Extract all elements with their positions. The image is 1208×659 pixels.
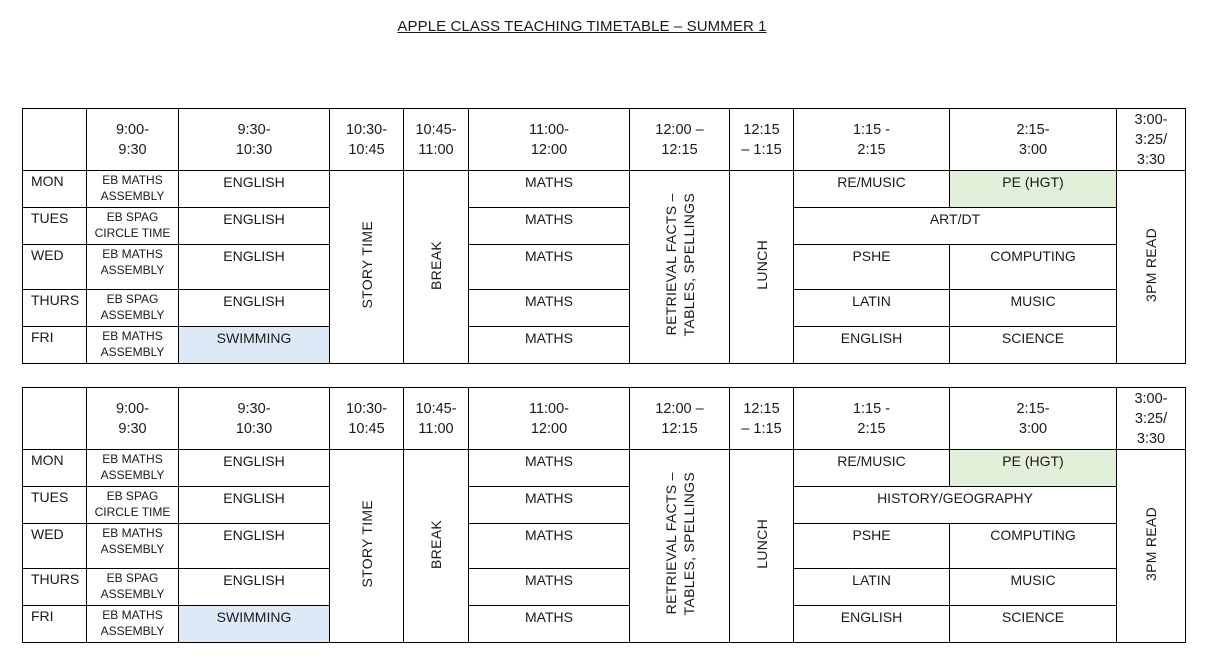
afternoon-session-1: PSHE: [794, 524, 950, 569]
corner-cell: [23, 109, 87, 171]
maths-session: MATHS: [469, 327, 630, 364]
time-slot-9-30: 9:30- 10:30: [179, 109, 330, 171]
afternoon-session-full: HISTORY/GEOGRAPHY: [794, 487, 1117, 524]
lunch-block: LUNCH: [730, 171, 794, 364]
table-row: [23, 450, 1186, 487]
table-row: [23, 487, 1186, 524]
morning-session: SWIMMING: [179, 606, 330, 643]
morning-session: ENGLISH: [179, 245, 330, 290]
time-slot-9-00: 9:00- 9:30: [87, 109, 179, 171]
afternoon-session-1: PSHE: [794, 245, 950, 290]
morning-session: ENGLISH: [179, 450, 330, 487]
header-row: [23, 109, 1186, 171]
morning-session: ENGLISH: [179, 208, 330, 245]
maths-session: MATHS: [469, 208, 630, 245]
corner-cell: [23, 388, 87, 450]
day-label: MON: [23, 450, 87, 487]
time-slot-10-30: 10:30- 10:45: [330, 388, 404, 450]
early-session: EB MATHS ASSEMBLY: [87, 327, 179, 364]
afternoon-session-1: RE/MUSIC: [794, 450, 950, 487]
afternoon-session-full: ART/DT: [794, 208, 1117, 245]
afternoon-session-2: COMPUTING: [950, 524, 1117, 569]
time-slot-9-30: 9:30- 10:30: [179, 388, 330, 450]
early-session: EB SPAG CIRCLE TIME: [87, 208, 179, 245]
day-label: THURS: [23, 569, 87, 606]
time-slot-10-30: 10:30- 10:45: [330, 109, 404, 171]
time-slot-2-15: 2:15- 3:00: [950, 109, 1117, 171]
time-slot-3-00: 3:00- 3:25/ 3:30: [1117, 388, 1186, 450]
early-session: EB MATHS ASSEMBLY: [87, 450, 179, 487]
maths-session: MATHS: [469, 524, 630, 569]
timetable-2: [22, 387, 1186, 643]
story-time-block: STORY TIME: [330, 450, 404, 643]
time-slot-2-15: 2:15- 3:00: [950, 388, 1117, 450]
afternoon-session-2: MUSIC: [950, 290, 1117, 327]
afternoon-session-1: LATIN: [794, 290, 950, 327]
header-row: [23, 388, 1186, 450]
early-session: EB MATHS ASSEMBLY: [87, 524, 179, 569]
day-label: WED: [23, 524, 87, 569]
early-session: EB MATHS ASSEMBLY: [87, 245, 179, 290]
time-slot-12-00: 12:00 – 12:15: [630, 109, 730, 171]
morning-session: ENGLISH: [179, 569, 330, 606]
table-row: [23, 171, 1186, 208]
morning-session: ENGLISH: [179, 487, 330, 524]
day-label: TUES: [23, 487, 87, 524]
maths-session: MATHS: [469, 290, 630, 327]
story-time-block: STORY TIME: [330, 171, 404, 364]
afternoon-session-2: PE (HGT): [950, 450, 1117, 487]
time-slot-12-00: 12:00 – 12:15: [630, 388, 730, 450]
maths-session: MATHS: [469, 171, 630, 208]
afternoon-session-1: ENGLISH: [794, 606, 950, 643]
afternoon-session-2: COMPUTING: [950, 245, 1117, 290]
read-block: 3PM READ: [1117, 171, 1186, 364]
time-slot-12-15: 12:15 – 1:15: [730, 109, 794, 171]
morning-session: ENGLISH: [179, 524, 330, 569]
early-session: EB SPAG ASSEMBLY: [87, 569, 179, 606]
break-block: BREAK: [404, 450, 469, 643]
day-label: FRI: [23, 606, 87, 643]
table-row: [23, 290, 1186, 327]
morning-session: ENGLISH: [179, 171, 330, 208]
table-row: [23, 208, 1186, 245]
early-session: EB SPAG ASSEMBLY: [87, 290, 179, 327]
table-row: [23, 327, 1186, 364]
maths-session: MATHS: [469, 569, 630, 606]
time-slot-12-15: 12:15 – 1:15: [730, 388, 794, 450]
time-slot-9-00: 9:00- 9:30: [87, 388, 179, 450]
time-slot-1-15: 1:15 - 2:15: [794, 109, 950, 171]
afternoon-session-2: MUSIC: [950, 569, 1117, 606]
timetable-1: [22, 108, 1186, 364]
morning-session: SWIMMING: [179, 327, 330, 364]
document-title: APPLE CLASS TEACHING TIMETABLE – SUMMER 1: [397, 18, 767, 35]
time-slot-1-15: 1:15 - 2:15: [794, 388, 950, 450]
afternoon-session-1: RE/MUSIC: [794, 171, 950, 208]
day-label: FRI: [23, 327, 87, 364]
afternoon-session-2: SCIENCE: [950, 327, 1117, 364]
afternoon-session-1: ENGLISH: [794, 327, 950, 364]
early-session: EB MATHS ASSEMBLY: [87, 606, 179, 643]
time-slot-11-00: 11:00- 12:00: [469, 388, 630, 450]
maths-session: MATHS: [469, 487, 630, 524]
time-slot-10-45: 10:45- 11:00: [404, 388, 469, 450]
time-slot-10-45: 10:45- 11:00: [404, 109, 469, 171]
table-row: [23, 606, 1186, 643]
day-label: TUES: [23, 208, 87, 245]
maths-session: MATHS: [469, 606, 630, 643]
early-session: EB MATHS ASSEMBLY: [87, 171, 179, 208]
maths-session: MATHS: [469, 245, 630, 290]
day-label: MON: [23, 171, 87, 208]
lunch-block: LUNCH: [730, 450, 794, 643]
morning-session: ENGLISH: [179, 290, 330, 327]
early-session: EB SPAG CIRCLE TIME: [87, 487, 179, 524]
table-row: [23, 569, 1186, 606]
table-row: [23, 245, 1186, 290]
day-label: WED: [23, 245, 87, 290]
maths-session: MATHS: [469, 450, 630, 487]
table-row: [23, 524, 1186, 569]
time-slot-11-00: 11:00- 12:00: [469, 109, 630, 171]
time-slot-3-00: 3:00- 3:25/ 3:30: [1117, 109, 1186, 171]
afternoon-session-2: SCIENCE: [950, 606, 1117, 643]
break-block: BREAK: [404, 171, 469, 364]
afternoon-session-1: LATIN: [794, 569, 950, 606]
retrieval-block: RETRIEVAL FACTS – TABLES, SPELLINGS: [630, 450, 730, 643]
retrieval-block: RETRIEVAL FACTS – TABLES, SPELLINGS: [630, 171, 730, 364]
read-block: 3PM READ: [1117, 450, 1186, 643]
afternoon-session-2: PE (HGT): [950, 171, 1117, 208]
day-label: THURS: [23, 290, 87, 327]
